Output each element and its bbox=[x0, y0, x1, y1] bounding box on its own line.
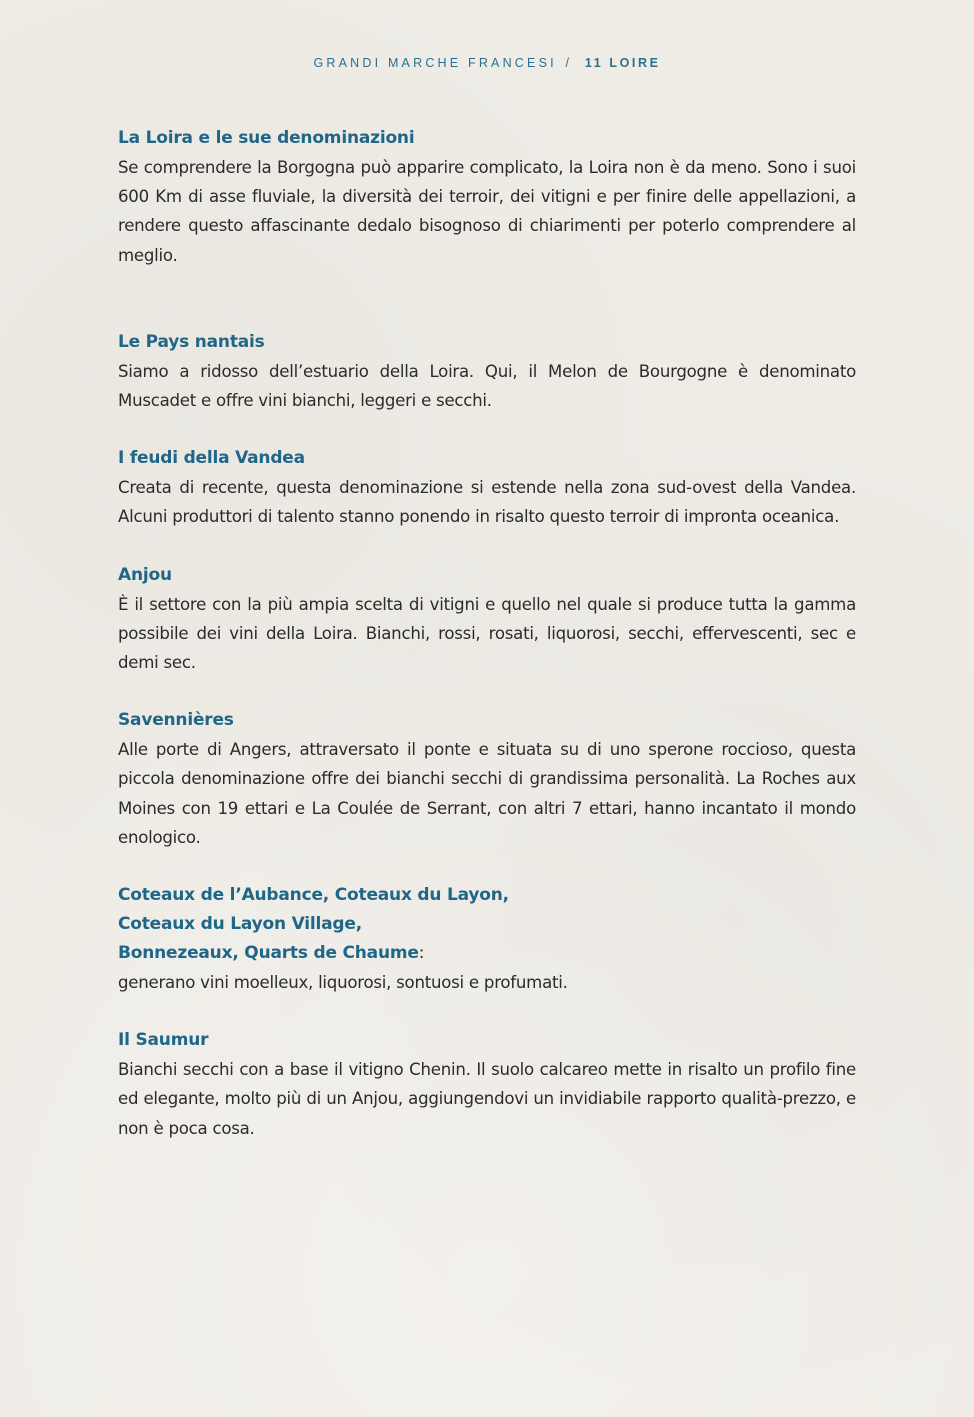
spacer bbox=[118, 415, 856, 444]
section-heading: Savennières bbox=[118, 710, 234, 731]
section-body: Creata di recente, questa denominazione si estende nella zona sud-ovest della Vandea. Alcuni produttori di talento stanno ponendo in risalto questo terroir di impronta oceanica. bbox=[118, 478, 856, 527]
header-separator: / bbox=[565, 56, 573, 70]
section-heading: Il Saumur bbox=[118, 1030, 209, 1051]
section-pays-nantais bbox=[118, 328, 856, 415]
section-feudi-vandea bbox=[118, 444, 856, 531]
page-content bbox=[118, 124, 856, 1143]
spacer bbox=[118, 997, 856, 1026]
section-body: Bianchi secchi con a base il vitigno Chenin. Il suolo calcareo mette in risalto un profilo fine ed elegante, molto più di un Anjou, aggiungendovi un invidiabile rapporto qualità-prezzo, e non è poca cosa. bbox=[118, 1060, 856, 1138]
section-coteaux bbox=[118, 881, 856, 997]
section-loira-denominazioni bbox=[118, 124, 856, 270]
section-anjou bbox=[118, 561, 856, 678]
section-body: Alle porte di Angers, attraversato il ponte e situata su di uno sperone roccioso, questa piccola denominazione offre dei bianchi secchi di grandissima personalità. La Roches aux Moines con 19 ettari e La Coulée de Serrant, con altri 7 ettari, hanno incantato il mondo enologico. bbox=[118, 740, 856, 847]
section-heading-line bbox=[118, 939, 856, 968]
spacer bbox=[118, 532, 856, 561]
spacer bbox=[118, 677, 856, 706]
section-heading-text: Bonnezeaux, Quarts de Chaume bbox=[118, 943, 419, 964]
section-heading: Le Pays nantais bbox=[118, 331, 265, 352]
section-heading: La Loira e le sue denominazioni bbox=[118, 128, 415, 148]
section-body: È il settore con la più ampia scelta di vitigni e quello nel quale si produce tutta la gamma possibile dei vini della Loira. Bianchi, rossi, rosati, liquorosi, secchi, effervescenti, sec e demi sec. bbox=[118, 594, 856, 673]
section-body: generano vini moelleux, liquorosi, sontuosi e profumati. bbox=[118, 973, 568, 993]
spacer bbox=[118, 852, 856, 881]
running-header bbox=[0, 56, 974, 70]
heading-colon: : bbox=[418, 943, 425, 964]
section-body: Siamo a ridosso dell’estuario della Loira. Qui, il Melon de Bourgogne è denominato Muscadet e offre vini bianchi, leggeri e secchi. bbox=[118, 361, 856, 411]
section-heading-line: Coteaux du Layon Village, bbox=[118, 914, 362, 935]
section-body: Se comprendere la Borgogna può apparire complicato, la Loira non è da meno. Sono i suoi 600 Km di asse fluviale, la diversità dei terroir, dei vitigni e per finire delle appellazioni, a rendere questo affascinante dedalo bisognoso di chiarimenti per poterlo comprendere al meglio. bbox=[118, 158, 856, 265]
header-title: GRANDI MARCHE FRANCESI bbox=[313, 56, 557, 70]
section-heading: Anjou bbox=[118, 564, 172, 585]
section-savennieres bbox=[118, 706, 856, 852]
section-heading-line: Coteaux de l’Aubance, Coteaux du Layon, bbox=[118, 885, 509, 906]
section-heading: I feudi della Vandea bbox=[118, 448, 305, 469]
header-chapter: 11 LOIRE bbox=[584, 56, 661, 70]
spacer bbox=[118, 270, 856, 328]
section-saumur bbox=[118, 1026, 856, 1143]
